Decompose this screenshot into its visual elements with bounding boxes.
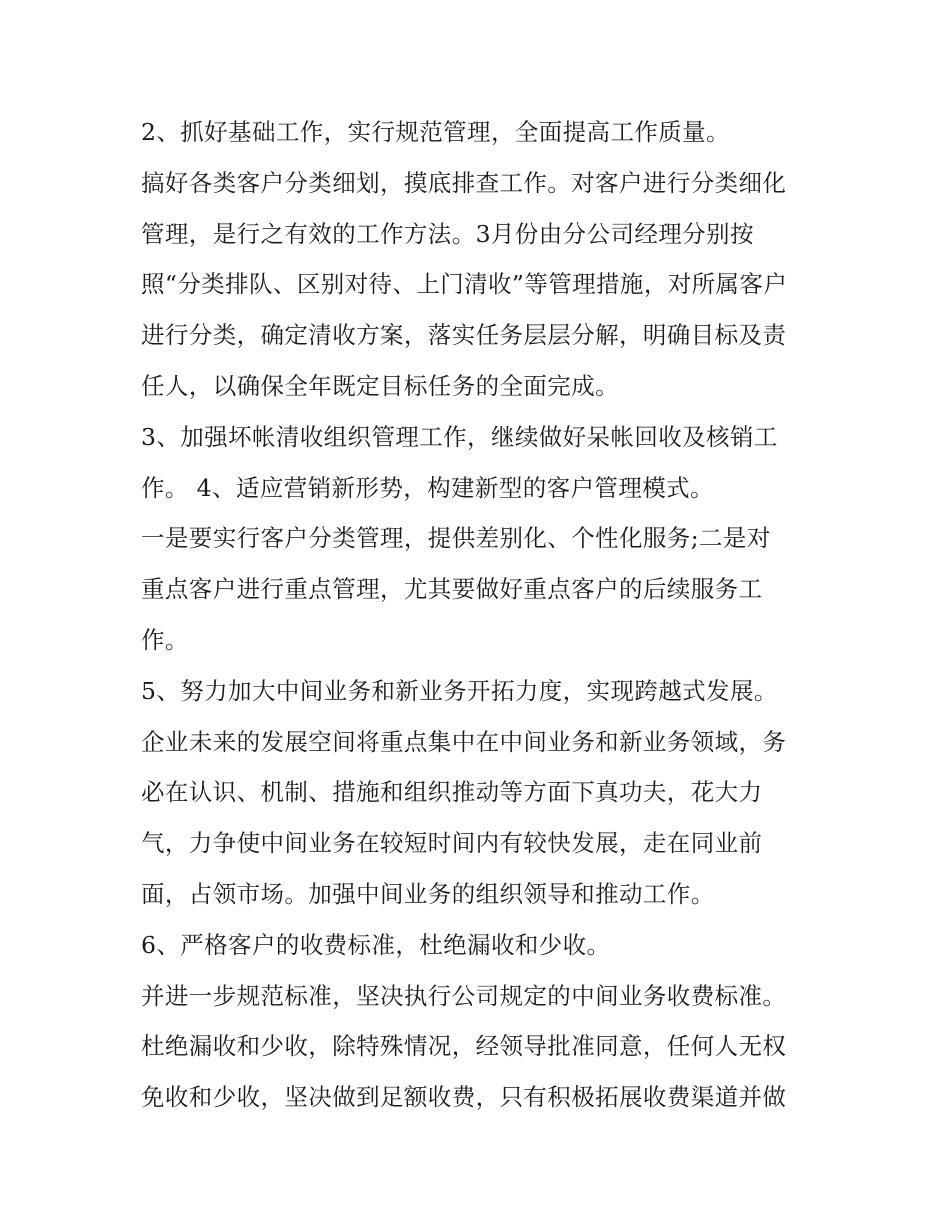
- text-line: 搞好各类客户分类细划，摸底排查工作。对客户进行分类细化: [141, 168, 787, 197]
- text-line: 任人，以确保全年既定目标任务的全面完成。: [141, 371, 619, 400]
- document-body: [141, 107, 821, 1123]
- text-line: 重点客户进行重点管理，尤其要做好重点客户的后续服务工: [141, 575, 763, 604]
- text-line: 免收和少收，坚决做到足额收费，只有积极拓展收费渠道并做: [141, 1083, 787, 1112]
- text-line: 照“分类排队、区别对待、上门清收”等管理措施，对所属客户: [141, 270, 788, 299]
- heading-item-6: 6、严格客户的收费标准，杜绝漏收和少收。: [141, 930, 611, 959]
- text-line: 管理，是行之有效的工作方法。3月份由分公司经理分别按: [141, 219, 754, 248]
- heading-item-3: 3、加强坏帐清收组织管理工作，继续做好呆帐回收及核销工: [141, 422, 778, 451]
- heading-item-5: 5、努力加大中间业务和新业务开拓力度，实现跨越式发展。: [141, 676, 778, 705]
- text-line: 面，占领市场。加强中间业务的组织领导和推动工作。: [141, 879, 715, 908]
- text-line: 杜绝漏收和少收，除特殊情况，经领导批准同意，任何人无权: [141, 1032, 787, 1061]
- text-line: 企业未来的发展空间将重点集中在中间业务和新业务领域，务: [141, 727, 787, 756]
- text-line: 一是要实行客户分类管理，提供差别化、个性化服务;二是对: [141, 524, 771, 553]
- text-line: 作。: [141, 625, 189, 654]
- text-line: 气，力争使中间业务在较短时间内有较快发展，走在同业前: [141, 829, 763, 858]
- text-line: 进行分类，确定清收方案，落实任务层层分解，明确目标及责: [141, 321, 787, 350]
- text-line: 并进一步规范标准，坚决执行公司规定的中间业务收费标准。: [141, 981, 787, 1010]
- heading-item-2: 2、抓好基础工作，实行规范管理，全面提高工作质量。: [141, 118, 730, 146]
- text-line: 必在认识、机制、措施和组织推动等方面下真功夫，花大力: [141, 778, 763, 807]
- heading-item-4: 作。 4、适应营销新形势，构建新型的客户管理模式。: [141, 473, 714, 502]
